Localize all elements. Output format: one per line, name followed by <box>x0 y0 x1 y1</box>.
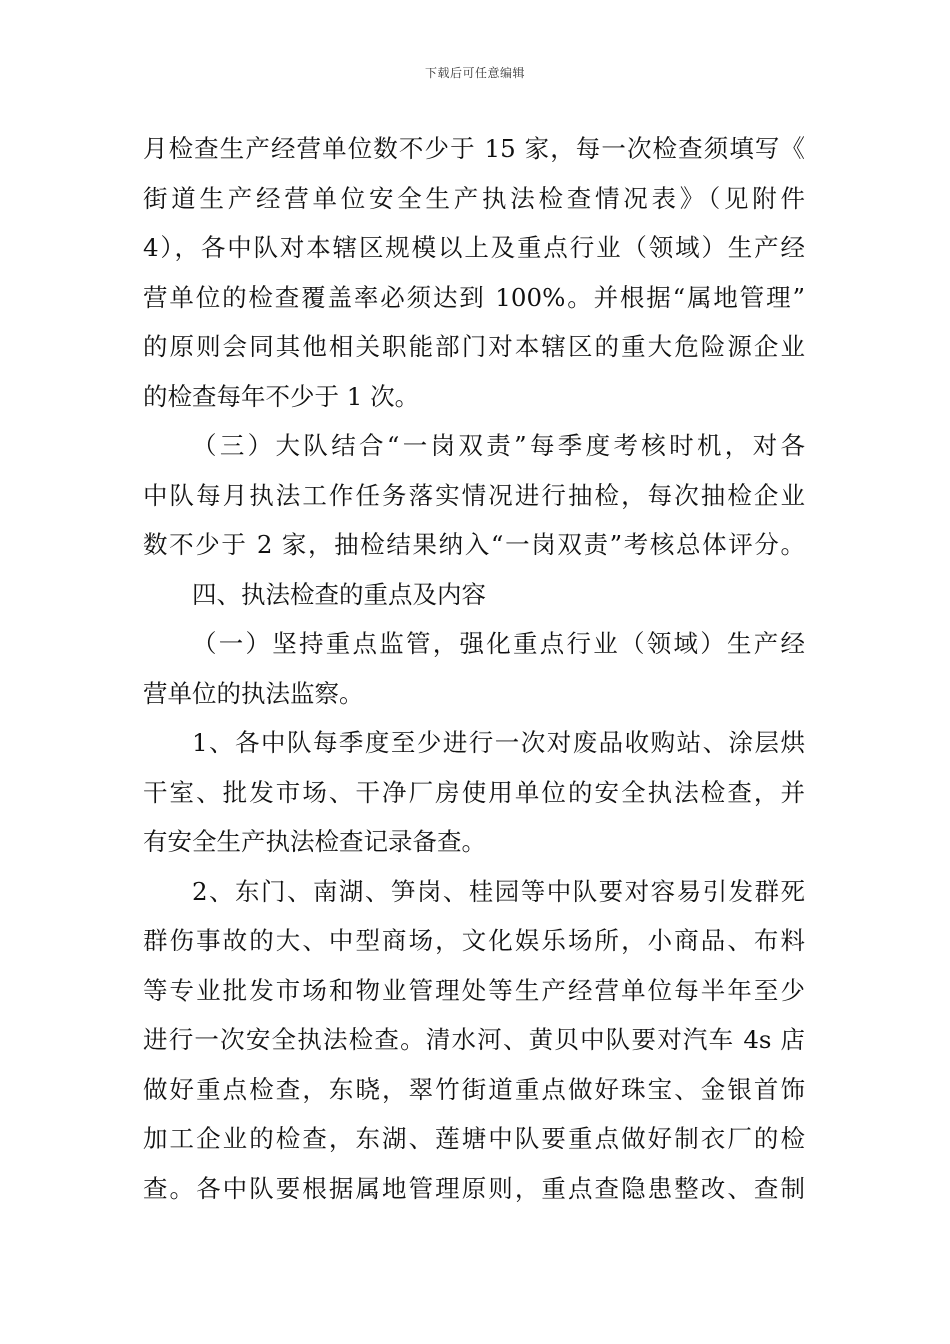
text-line: 进行一次安全执法检查。清水河、黄贝中队要对汽车 4s 店 <box>143 1025 805 1054</box>
text-line: 2、东门、南湖、笋岗、桂园等中队要对容易引发群死 <box>192 876 805 906</box>
text-line: （一）坚持重点监管，强化重点行业（领域）生产经 <box>192 629 805 658</box>
text-line: 群伤事故的大、中型商场，文化娱乐场所，小商品、布料 <box>143 926 805 955</box>
text-line: 中队每月执法工作任务落实情况进行抽检，每次抽检企业 <box>143 480 805 510</box>
text-line: 1、各中队每季度至少进行一次对废品收购站、涂层烘 <box>192 728 805 757</box>
text-line: 加工企业的检查，东湖、莲塘中队要重点做好制衣厂的检 <box>143 1124 805 1153</box>
text-line: 等专业批发市场和物业管理处等生产经营单位每半年至少 <box>143 975 805 1005</box>
text-line: 4），各中队对本辖区规模以上及重点行业（领域）生产经 <box>143 233 805 262</box>
text-line: 街道生产经营单位安全生产执法检查情况表》（见附件 <box>143 183 805 213</box>
page-header: 下载后可任意编辑 <box>424 66 525 80</box>
text-line: 四、执法检查的重点及内容 <box>192 579 486 609</box>
text-line: 营单位的检查覆盖率必须达到 100%。并根据“属地管理” <box>143 282 805 312</box>
text-line: 干室、批发市场、干净厂房使用单位的安全执法检查，并 <box>143 777 805 807</box>
text-line: 查。各中队要根据属地管理原则，重点查隐患整改、查制 <box>143 1173 805 1203</box>
text-line: 营单位的执法监察。 <box>143 678 364 708</box>
text-line: 有安全生产执法检查记录备查。 <box>143 827 486 856</box>
text-line: 月检查生产经营单位数不少于 15 家，每一次检查须填写《 <box>143 134 805 163</box>
text-line: 的原则会同其他相关职能部门对本辖区的重大危险源企业 <box>143 332 805 361</box>
document-body <box>143 124 805 1213</box>
text-line: 的检查每年不少于 1 次。 <box>143 381 420 411</box>
text-line: （三）大队结合“一岗双责”每季度考核时机，对各 <box>192 431 805 460</box>
text-line: 数不少于 2 家，抽检结果纳入“一岗双责”考核总体评分。 <box>143 530 805 559</box>
text-line: 做好重点检查，东晓，翠竹街道重点做好珠宝、金银首饰 <box>143 1074 805 1104</box>
